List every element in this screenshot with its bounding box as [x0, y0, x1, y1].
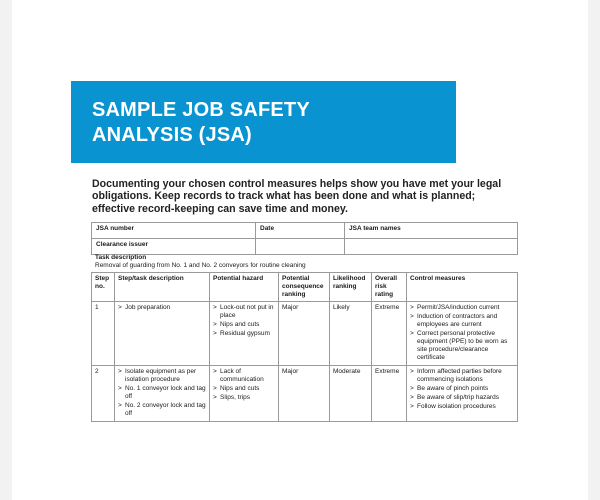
- list-item: > No. 2 conveyor lock and tag off: [118, 402, 206, 417]
- bullet-marker: >: [213, 368, 217, 375]
- col-risk-header: Overall risk rating: [372, 273, 407, 302]
- col-desc-header: Step/task description: [115, 273, 210, 302]
- bullet-marker: >: [410, 403, 414, 410]
- consequence-ranking: Major: [279, 366, 330, 422]
- table-header-row: [92, 273, 518, 302]
- jsa-table: [91, 272, 518, 422]
- list-item: > Follow isolation procedures: [410, 403, 496, 410]
- bullet-marker: >: [213, 304, 217, 311]
- clearance-issuer-cell[interactable]: [92, 239, 256, 255]
- bullet-marker: >: [410, 394, 414, 401]
- intro-paragraph: Documenting your chosen control measures helps show you have met your legal obligations. Keep records to track what has been done and what is planned; effective record-keeping can save time and money.: [92, 178, 502, 215]
- task-description: [95, 254, 306, 270]
- jsa-number-cell[interactable]: [92, 223, 256, 239]
- step-number: 1: [92, 302, 115, 366]
- clearance-issuer-label: Clearance issuer: [96, 241, 149, 248]
- bullet-marker: >: [213, 394, 217, 401]
- jsa-team-label: JSA team names: [349, 225, 401, 232]
- empty-cell[interactable]: [345, 239, 518, 255]
- list-item: > Residual gypsum: [213, 330, 270, 337]
- empty-cell[interactable]: [256, 239, 345, 255]
- list-item: > Be aware of slip/trip hazards: [410, 394, 500, 401]
- bullet-marker: >: [410, 330, 414, 337]
- control-measures: [407, 366, 518, 422]
- bullet-marker: >: [213, 385, 217, 392]
- task-description-label: Task description: [95, 254, 147, 261]
- list-item: > Correct personal protective equipment (PPE) to be worn as site procedure/clearance certificate: [410, 330, 508, 361]
- risk-rating: Extreme: [372, 366, 407, 422]
- bullet-marker: >: [410, 368, 414, 375]
- consequence-ranking: Major: [279, 302, 330, 366]
- list-item: > Inform affected parties before commencing isolations: [410, 368, 502, 383]
- date-cell[interactable]: [256, 223, 345, 239]
- table-row: [92, 366, 518, 422]
- title-line-1: SAMPLE JOB SAFETY: [92, 99, 310, 121]
- list-item: > Slips, trips: [213, 394, 250, 401]
- list-item: > No. 1 conveyor lock and tag off: [118, 385, 206, 400]
- list-item: > Permit/JSA/induction current: [410, 304, 500, 311]
- bullet-marker: >: [213, 330, 217, 337]
- title-line-2: ANALYSIS (JSA): [92, 124, 252, 146]
- col-likelihood-header: Likelihood ranking: [330, 273, 372, 302]
- bullet-marker: >: [410, 313, 414, 320]
- likelihood-ranking: Moderate: [330, 366, 372, 422]
- potential-hazard: [210, 302, 279, 366]
- bullet-marker: >: [118, 385, 122, 392]
- col-step-header: Step no.: [92, 273, 115, 302]
- risk-rating: Extreme: [372, 302, 407, 366]
- likelihood-ranking: Likely: [330, 302, 372, 366]
- list-item: > Lack of communication: [213, 368, 264, 383]
- step-number: 2: [92, 366, 115, 422]
- bullet-marker: >: [118, 402, 122, 409]
- list-item: > Be aware of pinch points: [410, 385, 489, 392]
- list-item: > Lock-out not put in place: [213, 304, 274, 319]
- bullet-marker: >: [118, 304, 122, 311]
- list-item: > Job preparation: [118, 304, 171, 311]
- date-label: Date: [260, 225, 275, 232]
- bullet-marker: >: [118, 368, 122, 375]
- col-consequence-header: Potential consequence ranking: [279, 273, 330, 302]
- page-title: [92, 98, 310, 148]
- potential-hazard: [210, 366, 279, 422]
- bullet-marker: >: [410, 304, 414, 311]
- table-row: [92, 302, 518, 366]
- step-description: [115, 302, 210, 366]
- col-hazard-header: Potential hazard: [210, 273, 279, 302]
- jsa-team-cell[interactable]: [345, 223, 518, 239]
- list-item: > Nips and cuts: [213, 385, 260, 392]
- step-description: [115, 366, 210, 422]
- list-item: > Isolate equipment as per isolation procedure: [118, 368, 197, 383]
- jsa-number-label: JSA number: [96, 225, 135, 232]
- bullet-marker: >: [410, 385, 414, 392]
- list-item: > Induction of contractors and employees are current: [410, 313, 498, 328]
- col-control-header: Control measures: [407, 273, 518, 302]
- list-item: > Nips and cuts: [213, 321, 260, 328]
- task-description-value: Removal of guarding from No. 1 and No. 2 conveyors for routine cleaning: [95, 262, 306, 269]
- jsa-header-form: [91, 222, 518, 255]
- bullet-marker: >: [213, 321, 217, 328]
- control-measures: [407, 302, 518, 366]
